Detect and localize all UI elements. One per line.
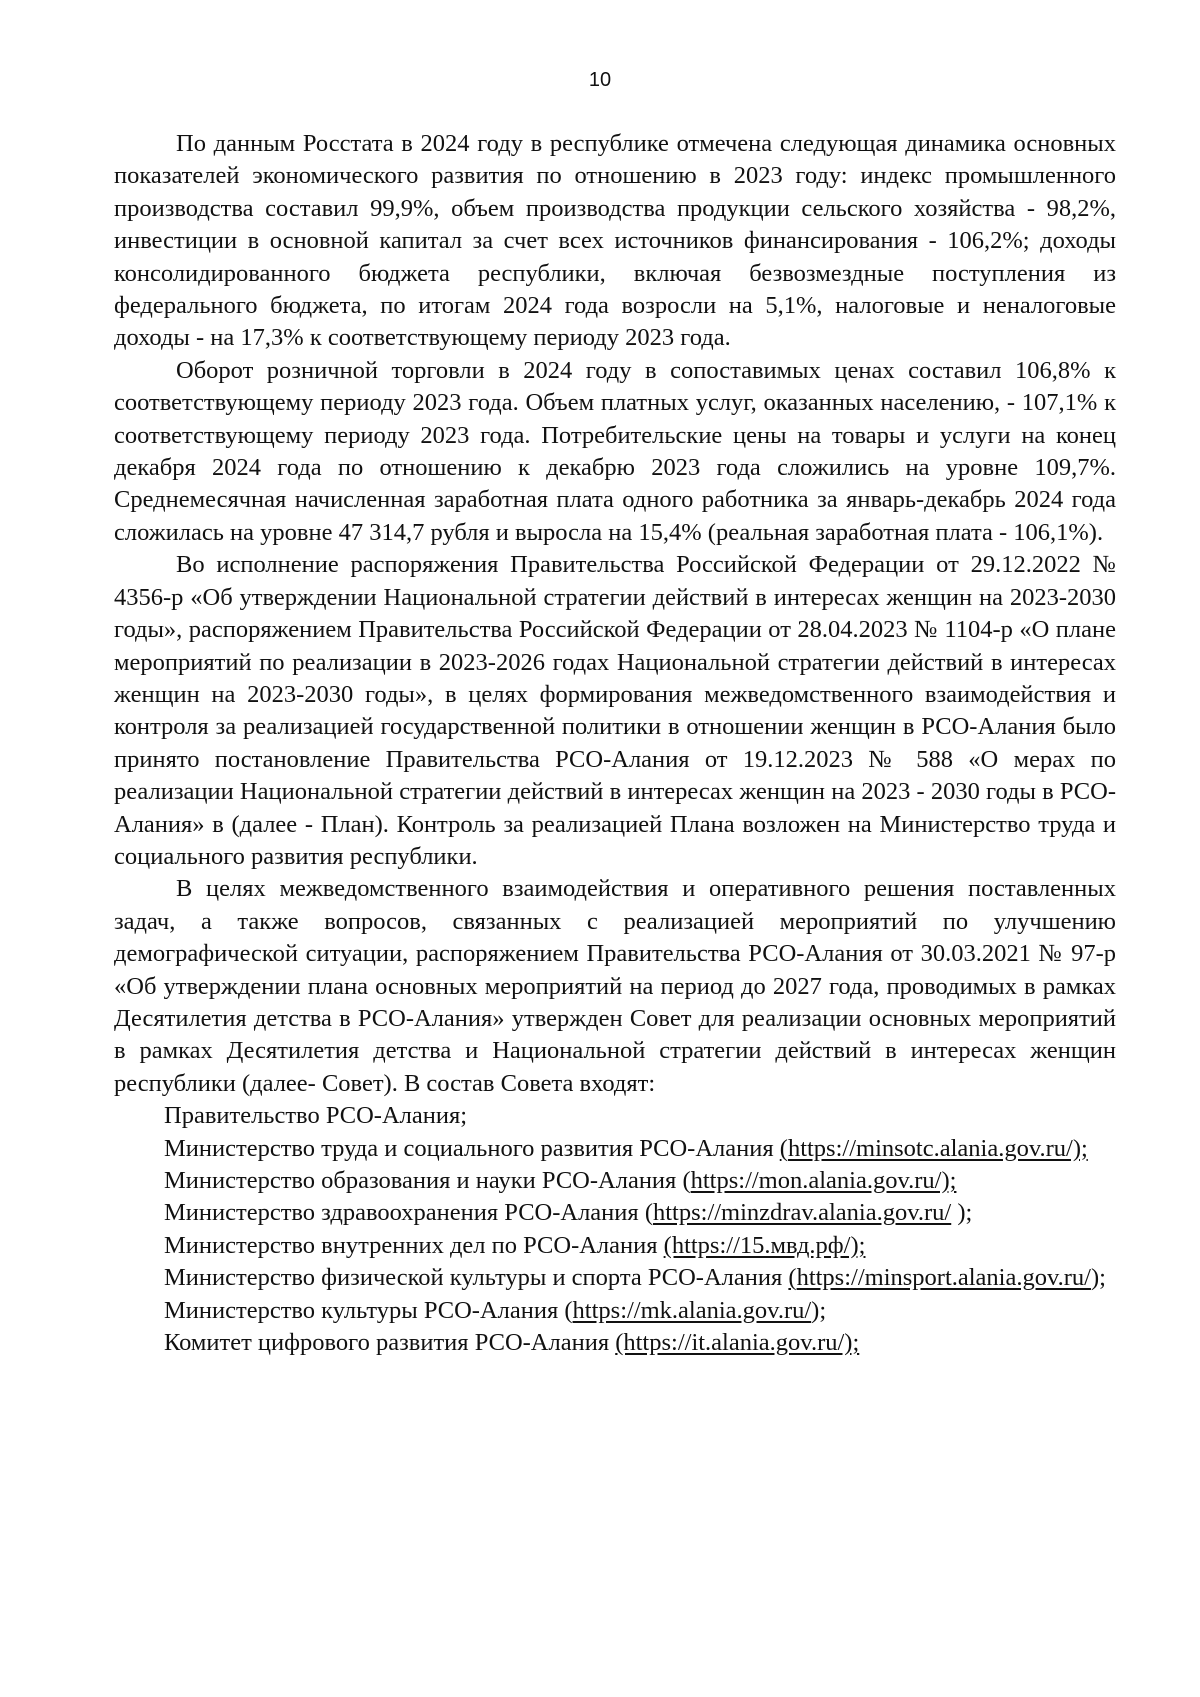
- council-member-name: Министерство здравоохранения РСО-Алания: [164, 1199, 645, 1227]
- paragraph-retail-turnover: Оборот розничной торговли в 2024 году в сопоставимых ценах составил 106,8% к соответствующему периоду 2023 года. Объем платных услуг, оказанных населению, - 107,1% к соответствующему периоду 2023 года. Потребительские цены на товары и услуги на конец декабря 2024 года по отношению к декабрю 2023 года сложились на уровне 109,7%. Среднемесячная начисленная заработная плата одного работника за январь-декабрь 2024 года сложилась на уровне 47 314,7 рубля и выросла на 15,4% (реальная заработная плата - 106,1%).: [114, 356, 1116, 546]
- council-member-name: Министерство труда и социального развития РСО-Алания: [164, 1134, 780, 1162]
- council-member-sport-ministry: Министерство физической культуры и спорта РСО-Алания (https://minsport.alania.gov.ru/);: [164, 1264, 1106, 1292]
- ministry-link[interactable]: (https://it.alania.gov.ru/);: [615, 1329, 860, 1357]
- ministry-link[interactable]: (https://minsotc.alania.gov.ru/);: [779, 1134, 1088, 1162]
- ministry-link[interactable]: https://minzdrav.alania.gov.ru/: [652, 1199, 952, 1227]
- paragraph-womens-strategy: Во исполнение распоряжения Правительства Российской Федерации от 29.12.2022 № 4356-р «Об утверждении Национальной стратегии действий в интересах женщин на 2023-2030 годы», распоряжением Правительства Российской Федерации от 28.04.2023 № 1104-р «О плане мероприятий по реализации в 2023-2026 годах Национальной стратегии действий в интересах женщин на 2023-2030 годы», в целях формирования межведомственного взаимодействия и контроля за реализацией государственной политики в отношении женщин в РСО-Алания было принято постановление Правительства РСО-Алания от 19.12.2023 № 588 «О мерах по реализации Национальной стратегии действий в интересах женщин на 2023 - 2030 годы в РСО-Алания» в (далее - План). Контроль за реализацией Плана возложен на Министерство труда и социального развития республики.: [114, 551, 1116, 870]
- council-member-education-ministry: Министерство образования и науки РСО-Алания (https://mon.alania.gov.ru/);: [164, 1167, 957, 1194]
- paragraph-council: В целях межведомственного взаимодействия и оперативного решения поставленных задач, а также вопросов, связанных с реализацией мероприятий по улучшению демографической ситуации, распоряжением Правительства РСО-Алания от 30.03.2021 № 97-р «Об утверждении плана основных мероприятий на период до 2027 года, проводимых в рамках Десятилетия детства в РСО-Алания» утвержден Совет для реализации основных мероприятий в рамках Десятилетия детства и Национальной стратегии действий в интересах женщин республики (далее- Совет). В состав Совета входят:: [114, 875, 1116, 1097]
- ministry-link[interactable]: (https://minsport.alania.gov.ru/: [788, 1264, 1091, 1292]
- council-member-name: Министерство физической культуры и спорта РСО-Алания: [164, 1264, 789, 1292]
- document-body: [114, 128, 1116, 1359]
- paragraph-economic-indicators: По данным Росстата в 2024 году в республике отмечена следующая динамика основных показателей экономического развития по отношению в 2023 году: индекс промышленного производства составил 99,9%, объем производства продукции сельского хозяйства - 98,2%, инвестиции в основной капитал за счет всех источников финансирования - 106,2%; доходы консолидированного бюджета республики, включая безвозмездные поступления из федерального бюджета, по итогам 2024 года возросли на 5,1%, налоговые и неналоговые доходы - на 17,3% к соответствующему периоду 2023 года.: [114, 130, 1116, 352]
- council-member-interior-ministry: [114, 1230, 1116, 1262]
- council-member-health-ministry: Министерство здравоохранения РСО-Алания (https://minzdrav.alania.gov.ru/ );: [164, 1199, 973, 1227]
- council-member-name: Правительство РСО-Алания;: [164, 1102, 468, 1130]
- council-member-government: [114, 1100, 1116, 1132]
- page-number: 10: [588, 69, 612, 91]
- council-member-name: Министерство внутренних дел по РСО-Алания: [164, 1231, 664, 1259]
- council-member-name: Министерство образования и науки РСО-Алания: [164, 1167, 683, 1194]
- council-member-digital-committee: [114, 1327, 1116, 1359]
- council-member-culture-ministry: Министерство культуры РСО-Алания (https://mk.alania.gov.ru/);: [164, 1296, 827, 1324]
- ministry-link[interactable]: https://mk.alania.gov.ru/: [572, 1296, 812, 1324]
- council-member-name: Комитет цифрового развития РСО-Алания: [164, 1329, 616, 1357]
- council-member-name: Министерство культуры РСО-Алания: [164, 1296, 565, 1324]
- council-member-labor-ministry: [114, 1133, 1116, 1165]
- ministry-link[interactable]: https://mon.alania.gov.ru/);: [690, 1167, 957, 1194]
- ministry-link[interactable]: (https://15.мвд.рф/);: [663, 1231, 866, 1259]
